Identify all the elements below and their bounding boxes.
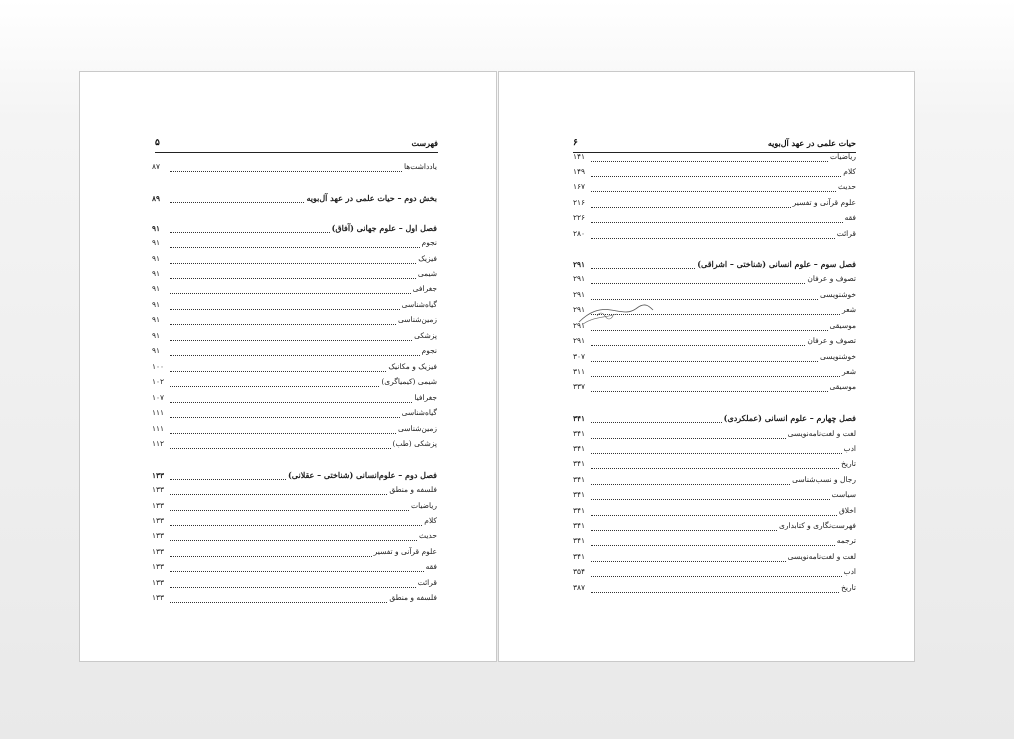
toc-dot-leader (170, 334, 412, 341)
toc-entry (152, 485, 437, 497)
toc-entry-label: سیاست (831, 490, 856, 499)
toc-entry-label: ترجمه (836, 536, 856, 545)
toc-entry (152, 269, 437, 281)
toc-entry-page: ۱۱۱ (152, 424, 165, 433)
toc-entry-label: قرائت (836, 229, 856, 238)
toc-entry-page: ۳۴۱ (573, 414, 586, 423)
toc-entry-label: گیاه‌شناسی (401, 300, 437, 309)
toc-entry-page: ۲۸۰ (573, 229, 586, 238)
toc-entry-page: ۱۰۲ (152, 377, 165, 386)
toc-dot-leader (170, 534, 417, 541)
toc-section-heading (152, 470, 437, 482)
toc-entry-page: ۳۴۱ (573, 506, 586, 515)
toc-entry (152, 439, 437, 451)
toc-entry (573, 536, 856, 548)
right-header-title: حیات علمی در عهد آل‌بویه (767, 138, 856, 148)
toc-entry-label: کلام (424, 516, 437, 525)
toc-entry-label: فصل دوم – علوم‌انسانی (شناختی – عقلانی) (288, 470, 437, 480)
toc-entry-page: ۳۴۱ (573, 552, 586, 561)
toc-dot-leader (170, 550, 372, 557)
toc-entry-page: ۹۱ (152, 346, 161, 355)
toc-dot-leader (170, 565, 424, 572)
toc-entry-page: ۳۰۷ (573, 352, 586, 361)
toc-entry (573, 274, 856, 286)
toc-entry-label: علوم قرآنی و تفسیر (373, 547, 437, 556)
toc-entry (573, 336, 856, 348)
toc-entry-label: فلسفه و منطق (389, 593, 437, 602)
toc-dot-leader (591, 201, 791, 208)
toc-entry-label: پزشکی (طب) (392, 439, 437, 448)
toc-entry (573, 583, 856, 595)
toc-entry-label: کلام (843, 167, 856, 176)
toc-entry-page: ۳۴۱ (573, 490, 586, 499)
toc-entry (152, 393, 437, 405)
toc-dot-leader (591, 478, 790, 485)
toc-section-heading (152, 223, 437, 235)
toc-dot-leader (170, 196, 304, 203)
toc-entry-label: حدیث (837, 182, 856, 191)
toc-section-heading (573, 259, 856, 271)
toc-entry (152, 284, 437, 296)
toc-dot-leader (591, 277, 805, 284)
toc-dot-leader (591, 355, 818, 362)
toc-entry-label: تصوف و عرفان (807, 274, 856, 283)
toc-entry-label: فهرست‌نگاری و کتابداری (779, 521, 856, 530)
toc-entry-page: ۱۳۳ (152, 593, 165, 602)
toc-entry-page: ۲۹۱ (573, 321, 586, 330)
toc-entry-page: ۱۳۳ (152, 547, 165, 556)
toc-dot-leader (170, 349, 420, 356)
toc-entry (152, 516, 437, 528)
toc-entry-page: ۹۱ (152, 284, 161, 293)
toc-entry-label: حدیث (418, 531, 437, 540)
toc-entry-page: ۱۳۳ (152, 501, 165, 510)
toc-dot-leader (591, 586, 839, 593)
toc-entry-label: نجوم (421, 346, 437, 355)
toc-entry (573, 290, 856, 302)
toc-dot-leader (170, 318, 396, 325)
toc-entry-label: علوم قرآنی و تفسیر (792, 198, 856, 207)
toc-entry-page: ۱۳۳ (152, 562, 165, 571)
toc-entry-page: ۲۹۱ (573, 336, 586, 345)
toc-entry (573, 198, 856, 210)
toc-entry-page: ۲۹۱ (573, 274, 586, 283)
toc-dot-leader (591, 416, 722, 423)
toc-dot-leader (591, 462, 839, 469)
toc-entry (573, 382, 856, 394)
toc-entry-label: ادب (843, 444, 856, 453)
toc-dot-leader (591, 493, 830, 500)
toc-entry-label: پزشکی (414, 331, 437, 340)
toc-entry-label: فلسفه و منطق (389, 485, 437, 494)
toc-entry (573, 352, 856, 364)
toc-entry-page: ۳۴۱ (573, 475, 586, 484)
toc-entry-page: ۳۸۷ (573, 583, 586, 592)
toc-dot-leader (170, 473, 286, 480)
toc-entry-page: ۹۱ (152, 300, 161, 309)
toc-entry-label: تاریخ (841, 459, 856, 468)
toc-entry-page: ۱۳۳ (152, 578, 165, 587)
toc-entry (152, 531, 437, 543)
toc-dot-leader (170, 303, 400, 310)
toc-section-heading (152, 193, 437, 205)
toc-dot-leader (170, 442, 391, 449)
toc-entry-page: ۸۹ (152, 194, 161, 203)
toc-entry-label: ادب (843, 567, 856, 576)
toc-entry (152, 377, 437, 389)
toc-dot-leader (170, 488, 387, 495)
toc-dot-leader (591, 555, 786, 562)
toc-entry (573, 167, 856, 179)
toc-entry-label: فقه (844, 213, 856, 222)
toc-dot-leader (170, 380, 379, 387)
toc-entry-label: تاریخ (841, 583, 856, 592)
toc-entry-page: ۳۴۱ (573, 536, 586, 545)
toc-dot-leader (591, 170, 841, 177)
toc-entry (573, 367, 856, 379)
toc-entry (152, 238, 437, 250)
handwritten-scribble (577, 302, 655, 328)
toc-entry-label: شیمی (417, 269, 437, 278)
toc-entry (573, 444, 856, 456)
toc-entry-page: ۲۹۱ (573, 260, 586, 269)
right-page-header (573, 138, 856, 153)
toc-entry (152, 578, 437, 590)
toc-dot-leader (591, 570, 842, 577)
toc-entry (573, 552, 856, 564)
toc-entry (573, 459, 856, 471)
toc-dot-leader (170, 365, 386, 372)
toc-entry-page: ۱۳۳ (152, 516, 165, 525)
toc-dot-leader (170, 165, 402, 172)
toc-entry-label: موسیقی (829, 382, 856, 391)
toc-entry (152, 162, 437, 174)
toc-entry-page: ۹۱ (152, 269, 161, 278)
toc-dot-leader (170, 396, 412, 403)
toc-dot-leader (591, 509, 837, 516)
toc-dot-leader (170, 504, 409, 511)
toc-entry-label: اخلاق (838, 506, 856, 515)
toc-entry-page: ۱۱۲ (152, 439, 165, 448)
toc-entry-label: بخش دوم – حیات علمی در عهد آل‌بویه (306, 193, 437, 203)
toc-dot-leader (591, 524, 777, 531)
toc-entry (152, 331, 437, 343)
toc-entry-page: ۱۴۱ (573, 152, 586, 161)
toc-entry (152, 300, 437, 312)
toc-entry (152, 501, 437, 513)
toc-dot-leader (591, 293, 818, 300)
toc-entry-label: جغرافی (412, 284, 437, 293)
toc-entry (152, 408, 437, 420)
toc-entry (573, 521, 856, 533)
toc-entry-label: خوشنویسی (820, 290, 856, 299)
toc-entry (573, 429, 856, 441)
toc-dot-leader (591, 539, 835, 546)
toc-dot-leader (591, 447, 842, 454)
toc-entry-label: جغرافیا (414, 393, 437, 402)
toc-entry-page: ۹۱ (152, 224, 161, 233)
toc-dot-leader (170, 272, 416, 279)
toc-dot-leader (591, 185, 836, 192)
toc-entry-page: ۳۴۱ (573, 459, 586, 468)
toc-entry-page: ۱۳۳ (152, 485, 165, 494)
toc-entry-label: فصل اول – علوم جهانی (آفاق) (331, 223, 437, 233)
toc-dot-leader (170, 411, 400, 418)
toc-entry-label: فیزیک (418, 254, 437, 263)
toc-entry-page: ۹۱ (152, 238, 161, 247)
left-page-header (155, 138, 438, 153)
toc-section-heading (573, 413, 856, 425)
toc-entry-page: ۹۱ (152, 315, 161, 324)
toc-entry-label: شعر (841, 367, 856, 376)
toc-entry-page: ۱۳۳ (152, 471, 165, 480)
toc-entry (152, 547, 437, 559)
toc-dot-leader (591, 262, 695, 269)
toc-entry-label: لغت و لغت‌نامه‌نویسی (787, 552, 856, 561)
left-page (79, 71, 497, 662)
toc-entry-label: موسیقی (829, 321, 856, 330)
toc-entry (152, 254, 437, 266)
toc-entry-label: یادداشت‌ها (403, 162, 437, 171)
toc-dot-leader (591, 432, 786, 439)
toc-entry-label: زمین‌شناسی (398, 424, 437, 433)
toc-entry-page: ۱۰۷ (152, 393, 165, 402)
right-page (498, 71, 915, 662)
toc-dot-leader (170, 287, 411, 294)
toc-entry-label: فقه (425, 562, 437, 571)
toc-entry-label: زمین‌شناسی (398, 315, 437, 324)
toc-entry-page: ۱۴۹ (573, 167, 586, 176)
toc-entry (152, 315, 437, 327)
toc-entry (152, 424, 437, 436)
toc-entry-page: ۳۴۱ (573, 444, 586, 453)
toc-dot-leader (170, 226, 330, 233)
toc-entry (573, 182, 856, 194)
toc-entry-page: ۳۴۱ (573, 429, 586, 438)
toc-entry-page: ۹۱ (152, 254, 161, 263)
toc-entry (573, 229, 856, 241)
toc-entry (152, 562, 437, 574)
toc-entry-page: ۱۱۱ (152, 408, 165, 417)
toc-entry-label: رجال و نسب‌شناسی (792, 475, 856, 484)
toc-dot-leader (170, 427, 396, 434)
toc-entry (573, 490, 856, 502)
toc-dot-leader (170, 241, 420, 248)
toc-entry-page: ۲۹۱ (573, 305, 586, 314)
toc-dot-leader (170, 519, 422, 526)
toc-dot-leader (170, 596, 387, 603)
left-page-number: ۵ (155, 138, 160, 148)
toc-entry (573, 475, 856, 487)
toc-dot-leader (591, 216, 843, 223)
toc-entry-label: شیمی (کیمیاگری) (381, 377, 437, 386)
toc-entry-label: لغت و لغت‌نامه‌نویسی (787, 429, 856, 438)
toc-entry-page: ۱۳۳ (152, 531, 165, 540)
toc-entry-label: قرائت (417, 578, 437, 587)
toc-entry-page: ۳۳۷ (573, 382, 586, 391)
toc-dot-leader (591, 385, 828, 392)
toc-entry-label: شعر (841, 305, 856, 314)
toc-entry-label: فیزیک و مکانیک (388, 362, 437, 371)
right-page-number: ۶ (573, 138, 578, 148)
toc-entry-page: ۲۹۱ (573, 290, 586, 299)
toc-entry-label: ریاضیات (830, 152, 856, 161)
toc-entry-page: ۸۷ (152, 162, 161, 171)
toc-entry-page: ۲۲۶ (573, 213, 586, 222)
toc-entry-label: تصوف و عرفان (807, 336, 856, 345)
toc-entry-page: ۲۱۶ (573, 198, 586, 207)
toc-entry-page: ۹۱ (152, 331, 161, 340)
toc-entry-label: ریاضیات (411, 501, 437, 510)
toc-entry-page: ۱۶۷ (573, 182, 586, 191)
toc-entry-label: خوشنویسی (820, 352, 856, 361)
left-header-title: فهرست (411, 138, 438, 148)
toc-entry (573, 567, 856, 579)
toc-entry (152, 346, 437, 358)
toc-dot-leader (591, 370, 840, 377)
toc-entry (573, 506, 856, 518)
toc-entry-label: فصل سوم – علوم انسانی (شناختی – اشراقی) (697, 259, 856, 269)
toc-entry-page: ۳۱۱ (573, 367, 586, 376)
toc-entry-label: گیاه‌شناسی (401, 408, 437, 417)
toc-entry (573, 152, 856, 164)
toc-entry-label: فصل چهارم – علوم انسانی (عملکردی) (723, 413, 856, 423)
toc-entry-page: ۱۰۰ (152, 362, 165, 371)
toc-entry-page: ۳۴۱ (573, 521, 586, 530)
toc-entry-label: نجوم (421, 238, 437, 247)
toc-dot-leader (170, 581, 416, 588)
toc-dot-leader (591, 155, 828, 162)
toc-entry-page: ۳۵۴ (573, 567, 586, 576)
toc-dot-leader (591, 232, 835, 239)
toc-entry (152, 362, 437, 374)
toc-entry (152, 593, 437, 605)
toc-dot-leader (170, 257, 416, 264)
toc-dot-leader (591, 339, 805, 346)
toc-entry (573, 213, 856, 225)
